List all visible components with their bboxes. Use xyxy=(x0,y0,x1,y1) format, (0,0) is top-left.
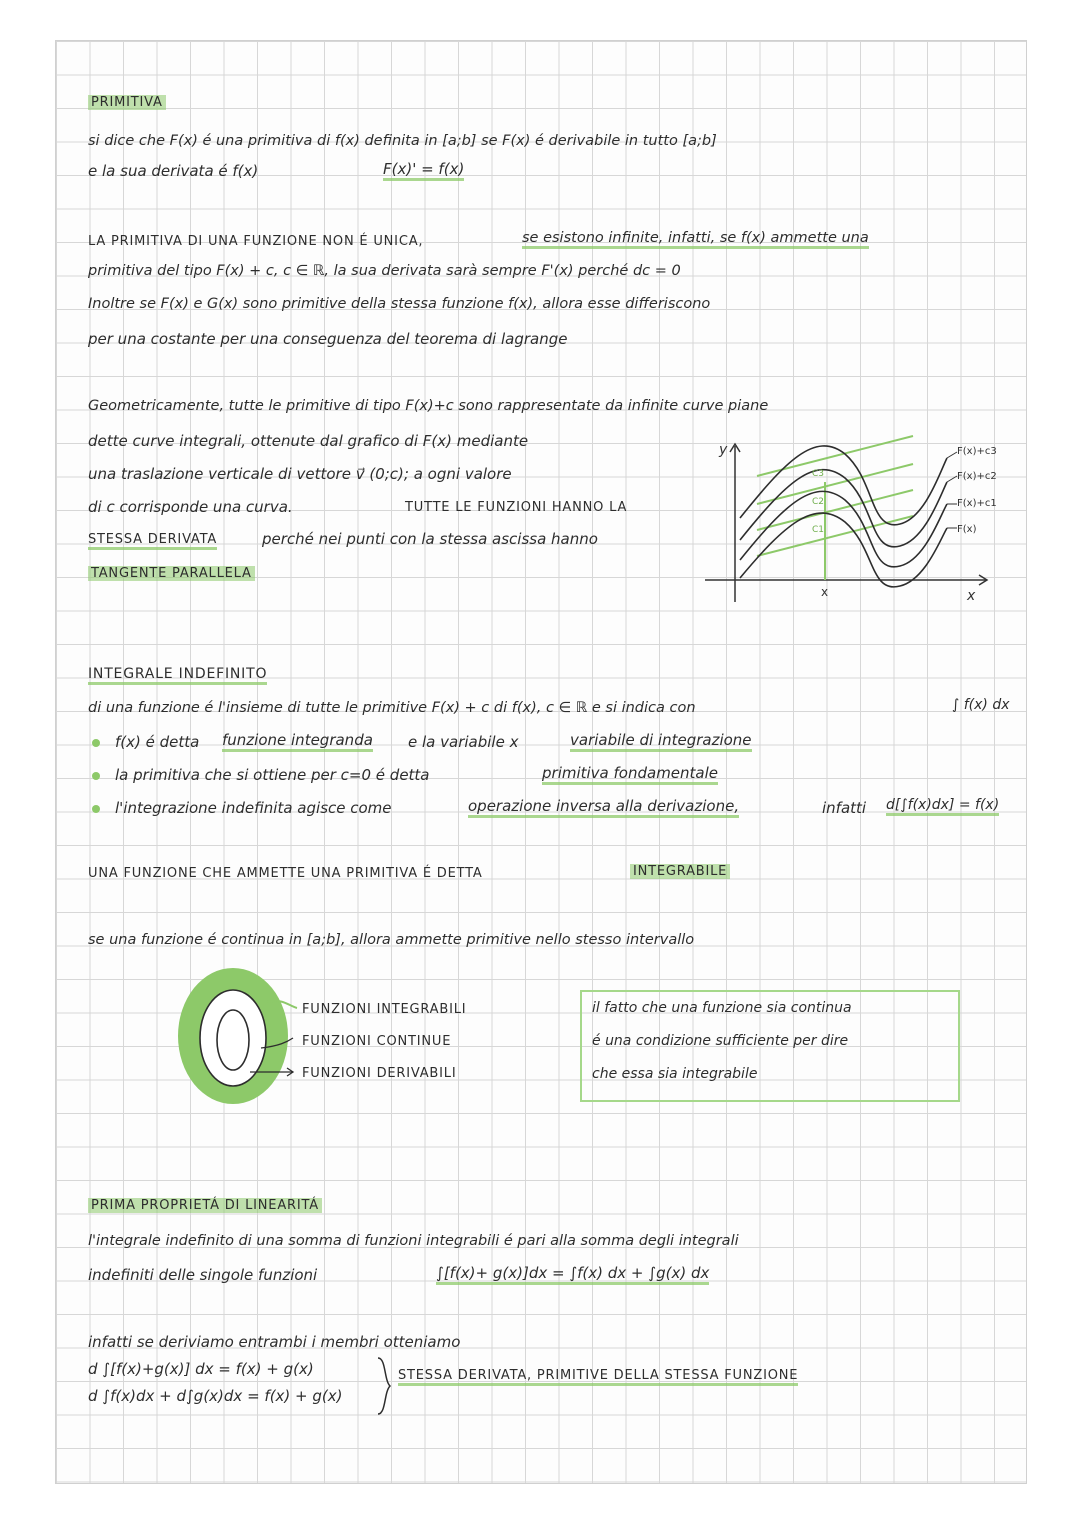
box-line-3: che essa sia integrabile xyxy=(592,1066,758,1082)
geometria-line-1: Geometricamente, tutte le primitive di tipo F(x)+c sono rappresentate da infinite curve piane xyxy=(88,398,769,414)
bullet-1-c: e la variabile x xyxy=(408,733,519,751)
bullet-2-a: la primitiva che si ottiene per c=0 é detta xyxy=(115,766,430,784)
tangent-line-4 xyxy=(757,516,913,556)
box-line-1: il fatto che una funzione sia continua xyxy=(592,1000,852,1016)
linearita-formula: ∫[f(x)+ g(x)]dx = ∫f(x) dx + ∫g(x) dx xyxy=(436,1264,709,1285)
integral-curves-graph xyxy=(695,432,1025,607)
curve-label-c3: F(x)+c3 xyxy=(957,446,997,457)
bullet-1-b: funzione integranda xyxy=(222,731,373,752)
proof-conclusion: STESSA DERIVATA, PRIMITIVE DELLA STESSA FUNZIONE xyxy=(398,1368,798,1386)
geometria-line-2: dette curve integrali, ottenute dal grafico di F(x) mediante xyxy=(88,432,529,450)
primitiva-line-1: si dice che F(x) é una primitiva di f(x) definita in [a;b] se F(x) é derivabile in tutto [a;b] xyxy=(88,133,717,149)
non-unica-line-4: per una costante per una conseguenza del teorema di lagrange xyxy=(88,330,568,348)
non-unica-line-2: primitiva del tipo F(x) + c, c ∈ ℝ, la sua derivata sarà sempre F'(x) perché dc = 0 xyxy=(88,263,681,279)
continua-line: se una funzione é continua in [a;b], allora ammette primitive nello stesso intervallo xyxy=(88,932,695,948)
proof-brace xyxy=(374,1356,394,1416)
geometria-line-5b: perché nei punti con la stessa ascissa hanno xyxy=(262,530,598,548)
bullet-1-a: f(x) é detta xyxy=(115,733,200,751)
curve-label-c1: F(x)+c1 xyxy=(957,498,997,509)
curve-label-c2: F(x)+c2 xyxy=(957,471,997,482)
label-funzioni-integrabili: FUNZIONI INTEGRABILI xyxy=(302,1002,467,1017)
x-position-label: x xyxy=(821,585,829,599)
label-funzioni-continue: FUNZIONI CONTINUE xyxy=(302,1034,452,1049)
integrabile-lead: UNA FUNZIONE CHE AMMETTE UNA PRIMITIVA É DETTA xyxy=(88,866,483,881)
bullet-3-a: l'integrazione indefinita agisce come xyxy=(115,799,392,817)
bullet-2 xyxy=(92,772,100,780)
c3-mark: C3 xyxy=(812,469,825,479)
proof-line-2: d ∫f(x)dx + d∫g(x)dx = f(x) + g(x) xyxy=(88,1387,343,1405)
geometria-line-4a: di c corrisponde una curva. xyxy=(88,498,293,516)
x-axis-label: x xyxy=(967,588,976,604)
geometria-line-6: TANGENTE PARALLELA xyxy=(88,566,255,581)
bullet-3-b: operazione inversa alla derivazione, xyxy=(468,797,739,818)
label-funzioni-derivabili: FUNZIONI DERIVABILI xyxy=(302,1066,457,1081)
integrale-line-1: di una funzione é l'insieme di tutte le primitive F(x) + c di f(x), c ∈ ℝ e si indica con xyxy=(88,700,696,716)
c2-mark: C2 xyxy=(812,497,825,507)
primitiva-title: PRIMITIVA xyxy=(88,95,166,110)
linearita-line-1: l'integrale indefinito di una somma di funzioni integrabili é pari alla somma degli integrali xyxy=(88,1233,739,1249)
non-unica-line-1: se esistono infinite, infatti, se f(x) ammette una xyxy=(522,230,869,249)
primitiva-formula: F(x)' = f(x) xyxy=(383,160,464,181)
bullet-1 xyxy=(92,739,100,747)
integrabile-keyword: INTEGRABILE xyxy=(630,864,730,879)
linearita-line-2: indefiniti delle singole funzioni xyxy=(88,1266,318,1284)
bullet-2-b: primitiva fondamentale xyxy=(542,764,718,785)
proof-intro: infatti se deriviamo entrambi i membri otteniamo xyxy=(88,1333,461,1351)
geometria-line-3: una traslazione verticale di vettore v⃗ (0;c); a ogni valore xyxy=(88,465,512,483)
proof-line-1: d ∫[f(x)+g(x)] dx = f(x) + g(x) xyxy=(88,1360,314,1378)
geometria-line-4b: TUTTE LE FUNZIONI HANNO LA xyxy=(405,500,628,515)
non-unica-line-3: Inoltre se F(x) e G(x) sono primitive della stessa funzione f(x), allora esse differiscono xyxy=(88,296,711,312)
curve-F-plus-c3 xyxy=(740,446,947,525)
box-line-2: é una condizione sufficiente per dire xyxy=(592,1033,849,1049)
bullet-3-c: infatti xyxy=(822,799,867,817)
primitiva-line-2: e la sua derivata é f(x) xyxy=(88,162,259,180)
inner-set-derivabili xyxy=(217,1010,249,1070)
curve-label-f: F(x) xyxy=(957,524,977,535)
y-axis-label: y xyxy=(719,442,728,458)
integrale-notation: ∫ f(x) dx xyxy=(952,697,1010,713)
integrale-title: INTEGRALE INDEFINITO xyxy=(88,666,267,685)
geometria-line-5a: STESSA DERIVATA xyxy=(88,532,217,550)
linearita-title: PRIMA PROPRIETÁ DI LINEARITÁ xyxy=(88,1198,322,1213)
bullet-3 xyxy=(92,805,100,813)
bullet-1-d: variabile di integrazione xyxy=(570,731,752,752)
c1-mark: C1 xyxy=(812,525,825,535)
leader-line-c3 xyxy=(947,452,957,458)
non-unica-lead: LA PRIMITIVA DI UNA FUNZIONE NON É UNICA, xyxy=(88,234,424,249)
leader-line-c2 xyxy=(947,476,957,482)
bullet-3-d: d[∫f(x)dx] = f(x) xyxy=(886,797,999,816)
